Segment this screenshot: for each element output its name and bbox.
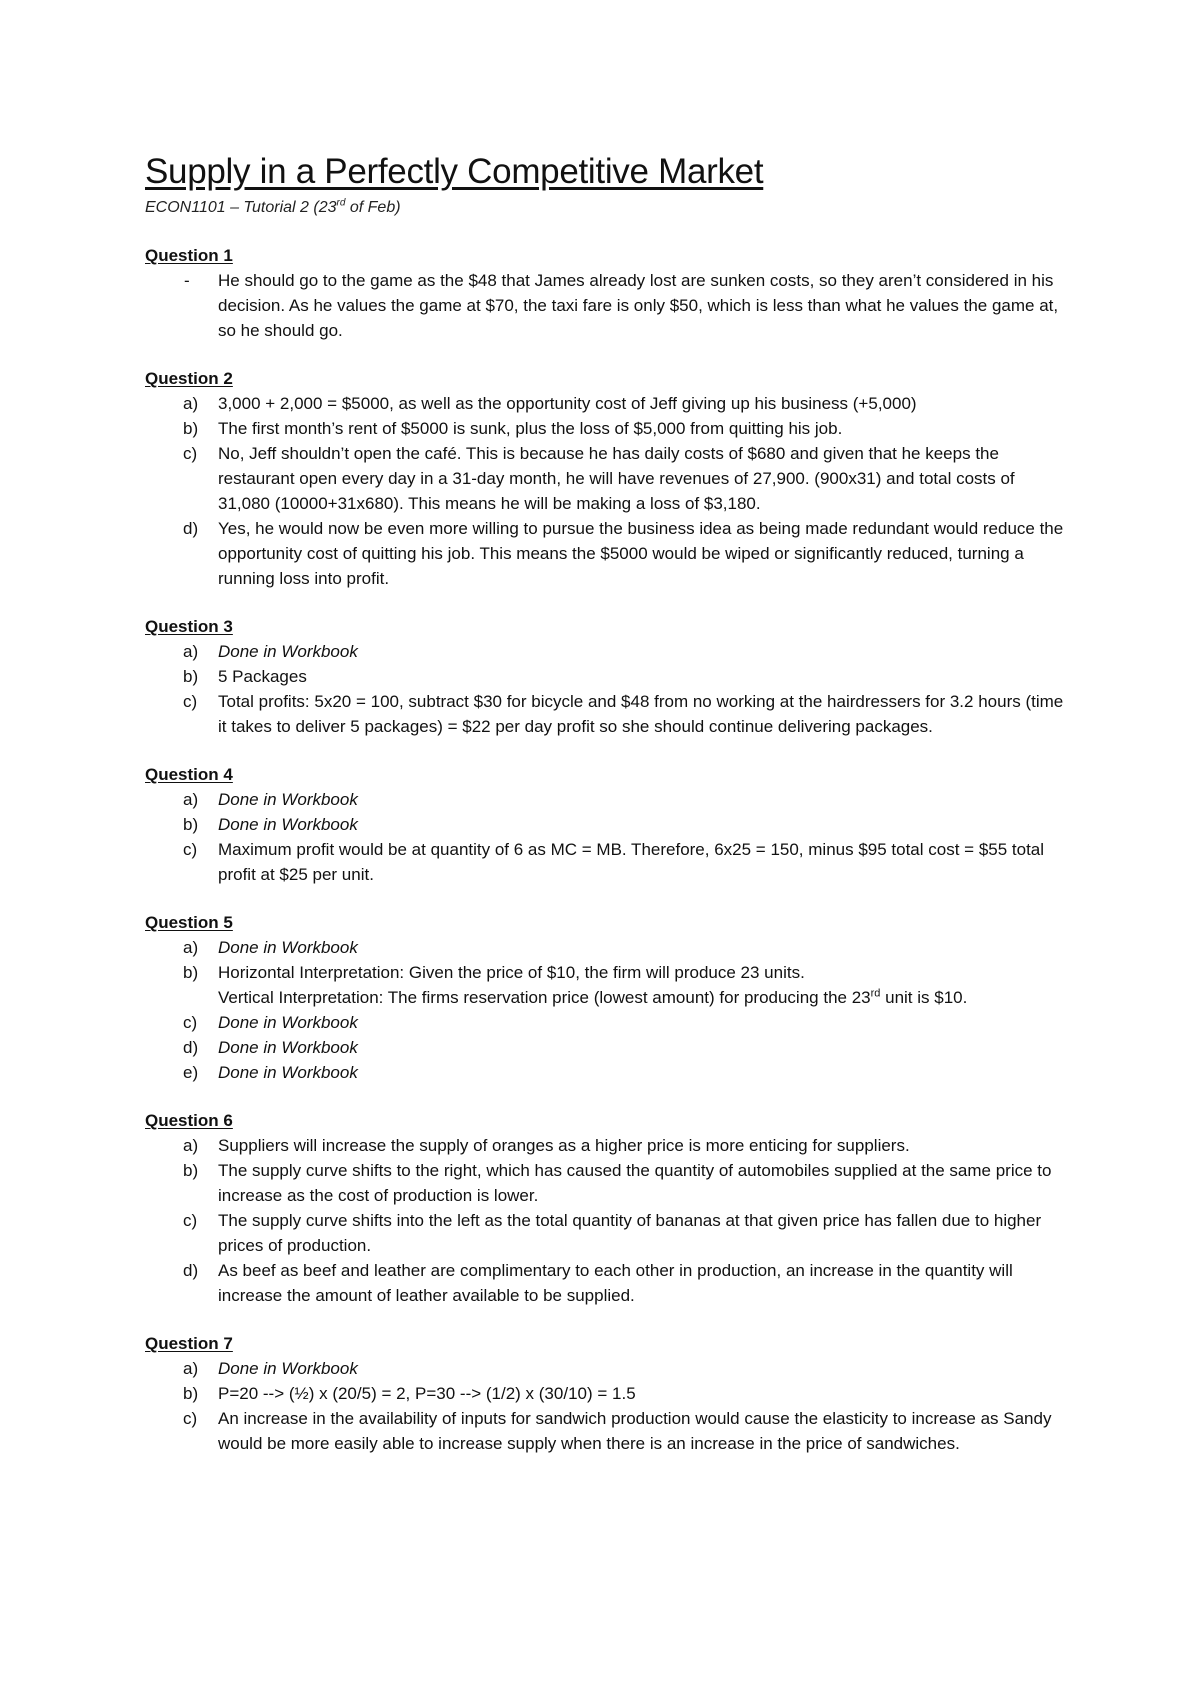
answer-item [145, 516, 1070, 591]
answer-item [145, 935, 1070, 960]
list-marker: c) [183, 1211, 198, 1230]
answer-item [145, 1133, 1070, 1158]
list-marker: c) [183, 444, 198, 463]
answer-text-line2: Vertical Interpretation: The firms reservation price (lowest amount) for producing the 23 [218, 988, 871, 1007]
list-marker: c) [183, 840, 198, 859]
answer-text: Horizontal Interpretation: Given the price of $10, the firm will produce 23 units. [218, 963, 805, 982]
answer-text: 5 Packages [218, 667, 307, 686]
answer-list [145, 639, 1070, 739]
subtitle-superscript: rd [336, 197, 346, 209]
question-heading: Question 4 [145, 765, 233, 784]
answer-text: Done in Workbook [218, 790, 358, 809]
answer-text: Done in Workbook [218, 1013, 358, 1032]
answer-text-line2-end: unit is $10. [880, 988, 968, 1007]
question-1 [145, 244, 1070, 343]
answer-text: Suppliers will increase the supply of oranges as a higher price is more enticing for suppliers. [218, 1136, 910, 1155]
list-marker: a) [183, 394, 199, 413]
answer-text: The supply curve shifts to the right, which has caused the quantity of automobiles supplied at the same price to increase as the cost of production is lower. [218, 1161, 1052, 1205]
answer-text: 3,000 + 2,000 = $5000, as well as the opportunity cost of Jeff giving up his business (+5,000) [218, 394, 917, 413]
answer-superscript: rd [870, 987, 881, 1000]
answer-item [145, 1406, 1070, 1456]
answer-text: No, Jeff shouldn’t open the café. This is because he has daily costs of $680 and given that he keeps the restaurant open every day in a 31-day month, he will have revenues of 27,900. (900x31) and total costs of 31,080 (10000+31x680). This means he will be making a loss of $3,180. [218, 444, 1015, 513]
answer-text: An increase in the availability of inputs for sandwich production would cause the elasticity to increase as Sandy would be more easily able to increase supply when there is an increase in the price of sandwiches. [218, 1409, 1052, 1453]
answer-item [145, 1035, 1070, 1060]
answer-item [145, 960, 1070, 1010]
list-marker: b) [183, 667, 199, 686]
list-marker: a) [183, 1136, 199, 1155]
answer-list [145, 391, 1070, 591]
question-2 [145, 367, 1070, 591]
list-marker: d) [183, 1261, 199, 1280]
answer-text: The first month’s rent of $5000 is sunk, plus the loss of $5,000 from quitting his job. [218, 419, 843, 438]
answer-item [145, 1060, 1070, 1085]
answer-item [145, 1158, 1070, 1208]
answer-list [145, 935, 1070, 1085]
subtitle-text: ECON1101 – Tutorial 2 (23 [145, 199, 337, 216]
answer-text: As beef as beef and leather are complimentary to each other in production, an increase in the quantity will increase the amount of leather available to be supplied. [218, 1261, 1013, 1305]
list-marker: - [184, 271, 190, 290]
answer-list [145, 268, 1070, 343]
answer-list [145, 787, 1070, 887]
list-marker: b) [183, 1161, 199, 1180]
answer-item [145, 391, 1070, 416]
answer-item [145, 416, 1070, 441]
question-7 [145, 1332, 1070, 1456]
answer-text: Yes, he would now be even more willing to pursue the business idea as being made redundant would reduce the opportunity cost of quitting his job. This means the $5000 would be wiped or significantly reduced, turning a running loss into profit. [218, 519, 1064, 588]
answer-item [145, 837, 1070, 887]
answer-text: Done in Workbook [218, 815, 358, 834]
answer-item [145, 441, 1070, 516]
list-marker: d) [183, 519, 199, 538]
answer-item [145, 787, 1070, 812]
question-heading: Question 7 [145, 1334, 233, 1353]
answer-item [145, 639, 1070, 664]
subtitle-text-end: of Feb) [345, 199, 401, 216]
list-marker: a) [183, 938, 199, 957]
list-marker: d) [183, 1038, 199, 1057]
question-6 [145, 1109, 1070, 1308]
answer-list [145, 1133, 1070, 1308]
answer-text: Done in Workbook [218, 938, 358, 957]
answer-text: Maximum profit would be at quantity of 6 as MC = MB. Therefore, 6x25 = 150, minus $95 total cost = $55 total profit at $25 per unit. [218, 840, 1045, 884]
answer-text: Done in Workbook [218, 1038, 358, 1057]
question-5 [145, 911, 1070, 1085]
answer-list [145, 1356, 1070, 1456]
question-4 [145, 763, 1070, 887]
answer-item [145, 268, 1070, 343]
answer-item [145, 812, 1070, 837]
list-marker: c) [183, 692, 198, 711]
question-heading: Question 2 [145, 369, 233, 388]
answer-item [145, 689, 1070, 739]
list-marker: c) [183, 1409, 198, 1428]
question-heading: Question 6 [145, 1111, 233, 1130]
answer-text: Done in Workbook [218, 642, 358, 661]
list-marker: b) [183, 419, 199, 438]
list-marker: c) [183, 1013, 198, 1032]
answer-text: Total profits: 5x20 = 100, subtract $30 for bicycle and $48 from no working at the hairdressers for 3.2 hours (time it takes to deliver 5 packages) = $22 per day profit so she should continue delivering packages. [218, 692, 1064, 736]
answer-item [145, 1258, 1070, 1308]
list-marker: a) [183, 790, 199, 809]
answer-item [145, 1010, 1070, 1035]
answer-item [145, 1356, 1070, 1381]
list-marker: a) [183, 1359, 199, 1378]
answer-item [145, 664, 1070, 689]
list-marker: b) [183, 815, 199, 834]
list-marker: b) [183, 1384, 199, 1403]
answer-text: The supply curve shifts into the left as the total quantity of bananas at that given price has fallen due to higher prices of production. [218, 1211, 1042, 1255]
answer-item [145, 1208, 1070, 1258]
document-subtitle [145, 196, 1070, 220]
list-marker: e) [183, 1063, 199, 1082]
list-marker: a) [183, 642, 199, 661]
question-heading: Question 3 [145, 617, 233, 636]
question-3 [145, 615, 1070, 739]
answer-item [145, 1381, 1070, 1406]
question-heading: Question 1 [145, 246, 233, 265]
list-marker: b) [183, 963, 199, 982]
answer-text: Done in Workbook [218, 1359, 358, 1378]
document-title: Supply in a Perfectly Competitive Market [145, 152, 764, 191]
answer-text: He should go to the game as the $48 that James already lost are sunken costs, so they aren’t considered in his decision. As he values the game at $70, the taxi fare is only $50, which is less than what he values the game at, so he should go. [218, 271, 1059, 340]
question-heading: Question 5 [145, 913, 233, 932]
answer-text: Done in Workbook [218, 1063, 358, 1082]
answer-text: P=20 --> (½) x (20/5) = 2, P=30 --> (1/2) x (30/10) = 1.5 [218, 1384, 636, 1403]
